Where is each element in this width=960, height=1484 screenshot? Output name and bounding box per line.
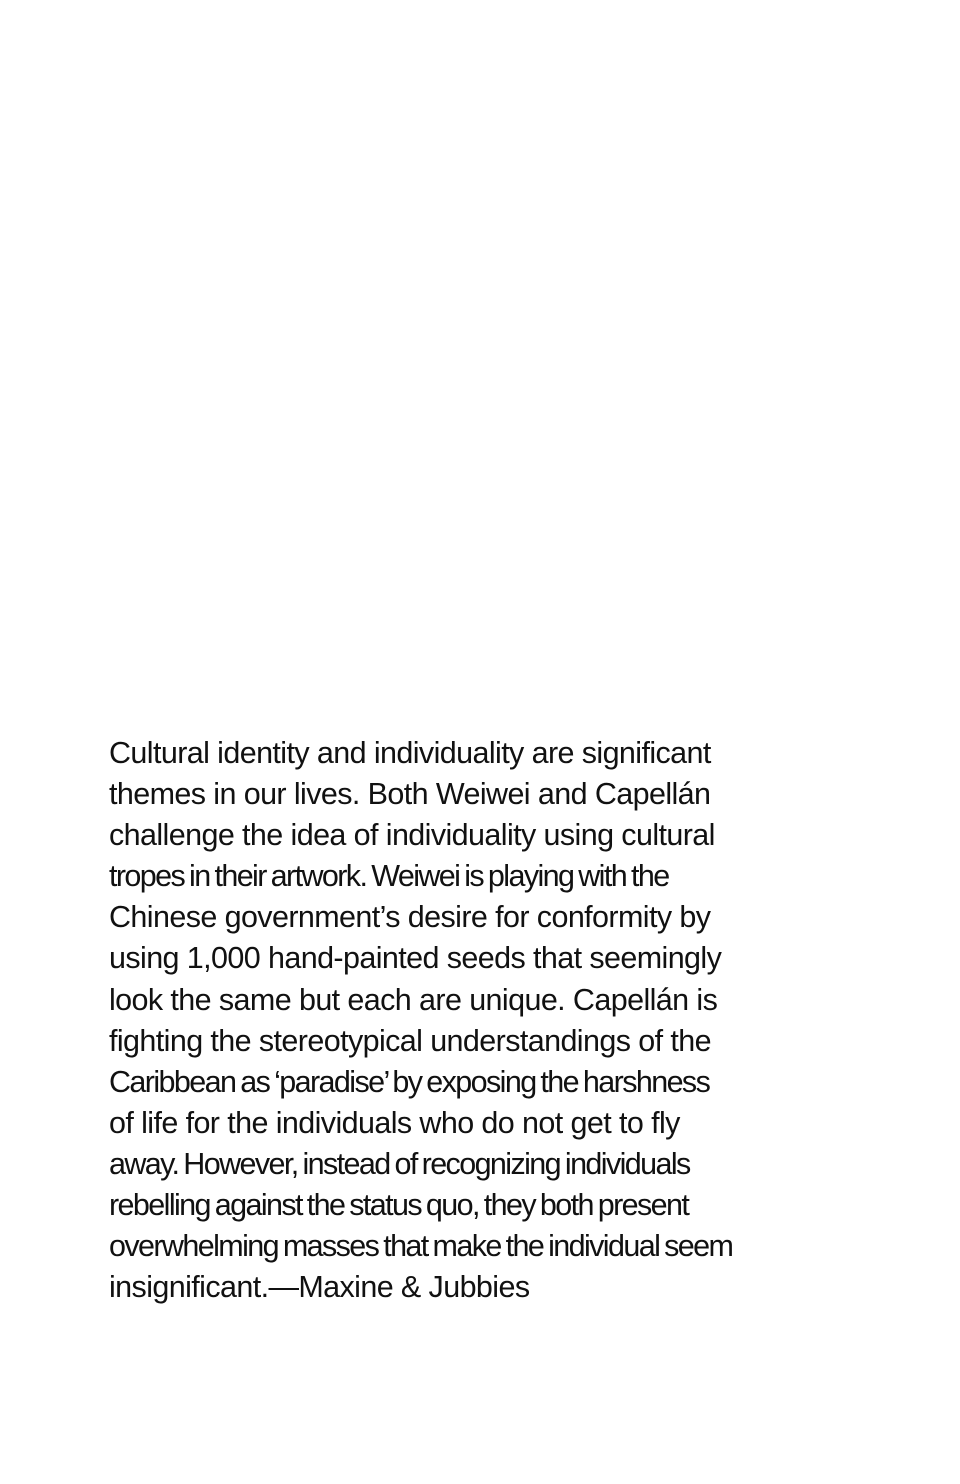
paragraph-line: Chinese government’s desire for conformity by — [109, 900, 711, 935]
paragraph-line: fighting the stereotypical understandings of the — [109, 1023, 711, 1058]
paragraph-line: overwhelming masses that make the individual seem — [109, 1229, 733, 1264]
paragraph-line: insignificant.—Maxine & Jubbies — [109, 1270, 530, 1305]
paragraph-line: away. However, instead of recognizing individuals — [109, 1146, 690, 1181]
paragraph-line: Caribbean as ‘paradise’ by exposing the harshness — [109, 1064, 710, 1099]
paragraph-line: tropes in their artwork. Weiwei is playing with the — [109, 859, 669, 894]
body-paragraph — [109, 733, 849, 1308]
paragraph-line: of life for the individuals who do not get to fly — [109, 1105, 680, 1140]
paragraph-line: challenge the idea of individuality using cultural — [109, 818, 715, 853]
paragraph-line: look the same but each are unique. Capellán is — [109, 982, 718, 1017]
paragraph-line: themes in our lives. Both Weiwei and Capellán — [109, 777, 711, 812]
paragraph-line: using 1,000 hand-painted seeds that seemingly — [109, 941, 722, 976]
paragraph-line: rebelling against the status quo, they both present — [109, 1188, 689, 1223]
paragraph-line: Cultural identity and individuality are significant — [109, 736, 711, 770]
